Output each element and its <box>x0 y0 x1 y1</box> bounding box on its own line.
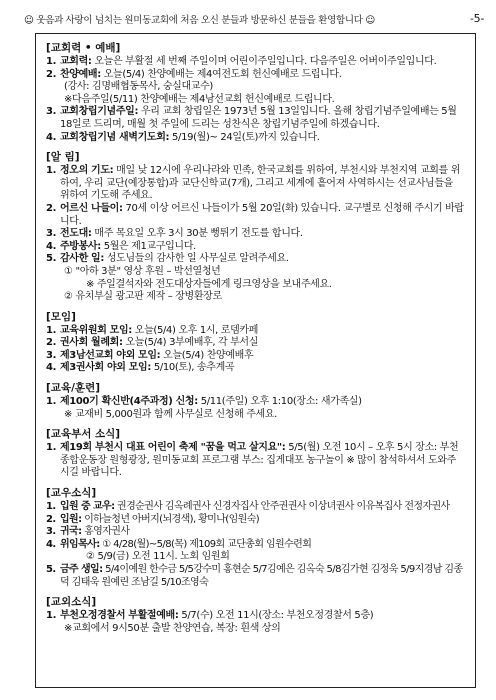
item-number: 1. <box>46 324 57 336</box>
section-title: [모임] <box>46 310 76 323</box>
item-note: ※다음주일(5/11) 찬양예배는 제4남선교회 헌신예배로 드립니다. <box>64 93 335 105</box>
section <box>46 151 465 304</box>
page-number: -5- <box>469 12 484 25</box>
section-title: [교외소식] <box>46 596 97 609</box>
list-item <box>46 253 465 266</box>
item-heading: 교회창립기념 새벽기도회: <box>60 131 170 143</box>
list-item <box>46 337 465 350</box>
list-item <box>46 106 465 131</box>
item-number: 2. <box>46 337 57 349</box>
item-number: 3. <box>46 349 57 361</box>
item-heading: 전도대: <box>60 228 92 240</box>
item-number: 2. <box>46 513 56 525</box>
list-item <box>46 362 465 375</box>
item-number: 2. <box>46 68 57 80</box>
list-item <box>46 501 465 514</box>
item-heading: 제100기 확신반(4주과정) 신청: <box>60 396 198 408</box>
list-item <box>46 132 465 145</box>
item-text: 5/11(주일) 오후 1:10(장소: 새가족실) <box>197 396 362 408</box>
page-header <box>24 12 484 26</box>
item-number: 4. <box>46 362 57 374</box>
item-number: 3. <box>46 228 57 240</box>
list-item <box>46 564 465 589</box>
item-text: 홍영자권사 <box>81 526 130 538</box>
item-number: 4. <box>46 131 57 143</box>
item-note: ① "아하 3분" 영상 후원 – 박선열청년 <box>64 265 221 277</box>
item-note: ※ 주일결석자와 전도대상자들에게 링크영상을 보내주세요. <box>86 278 332 290</box>
item-number: 1. <box>46 610 57 622</box>
item-heading: 감사한 일: <box>60 253 105 265</box>
item-note: ② 5/9(금) 오전 11시. 노회 임원회 <box>86 551 230 563</box>
section <box>46 311 465 375</box>
item-text: 오늘(5/4) 오후 1시, 로뎀카페 <box>131 324 259 336</box>
item-number: 3. <box>46 106 57 118</box>
item-text: 매주 목요일 오후 3시 30분 뻥튀기 전도를 합니다. <box>91 228 303 240</box>
item-text: 권경순권사 김옥례권사 신경자집사 안주권권사 이상녀권사 이유복집사 전정자권사 <box>114 501 450 513</box>
list-item <box>46 228 465 241</box>
section <box>46 382 465 421</box>
item-heading: 어르신 나들이: <box>60 202 123 214</box>
item-heading: 제3남선교회 야외 모임: <box>60 349 161 361</box>
item-heading: 입원 중 교우: <box>60 501 115 513</box>
item-text: 5월은 제1교구입니다. <box>100 240 196 252</box>
item-heading: 금주 생일: <box>60 564 103 575</box>
item-note: ※ 교재비 5,000원과 함께 사무실로 신청해 주세요. <box>64 408 277 420</box>
announcements-box <box>35 33 476 688</box>
item-text: 우리 교회 창립일은 1973년 5월 13일입니다. 올해 창립기념주일예배는 5월 18일로 드리며, 매월 첫 주일에 드리는 성찬식은 창립기념주일에 하겠습니다. <box>60 106 457 130</box>
item-number: 3. <box>46 526 56 538</box>
section <box>46 596 465 635</box>
item-text: 5/19(월)~ 24일(토)까지 있습니다. <box>169 131 320 143</box>
list-item <box>46 526 465 539</box>
section-title: [교회력 • 예배] <box>46 42 121 54</box>
item-heading: 제3권사회 야외 모임: <box>60 362 151 374</box>
section <box>46 487 465 589</box>
item-note: ② 유치부실 광고판 제작 – 장병환장로 <box>64 291 222 303</box>
item-text: 오늘(5/4) 찬양예배는 제4여전도회 헌신예배로 드립니다. <box>100 68 342 80</box>
list-item <box>46 396 465 409</box>
item-text: 5/5(월) 오전 10시 – 오후 5시 장소: 부천종합운동장 원형광장, 원미동교회 프로그램 부스: 집게대포 농구놀이 ※ 많이 참석하셔서 도와주시길 바랍니다. <box>60 442 459 479</box>
item-text: 오늘(5/4) 찬양예배후 <box>160 349 254 361</box>
item-number: 1. <box>46 501 56 513</box>
item-heading: 위임목사: <box>60 538 100 550</box>
item-text: ① 4/28(월)~5/8(목) 제109회 교단총회 임원수련회 <box>99 538 312 550</box>
item-text: 성도님들의 감사한 일 사무실로 알려주세요. <box>104 253 289 265</box>
welcome-message: ☺ 웃음과 사랑이 넘치는 원미동교회에 처음 오신 분들과 방문하신 분들을 환영합니다 ☺ <box>24 15 375 26</box>
item-number: 1. <box>46 56 57 67</box>
item-number: 1. <box>46 396 57 408</box>
item-heading: 부천오정경찰서 부활절예배: <box>60 610 179 622</box>
list-item <box>46 165 465 203</box>
item-heading: 입원: <box>60 513 82 525</box>
section-title: [교육부서 소식] <box>46 428 121 441</box>
list-item <box>46 56 465 69</box>
item-heading: 권사회 월례회: <box>60 337 123 349</box>
list-item <box>46 203 465 228</box>
section <box>46 42 465 144</box>
list-item <box>46 241 465 254</box>
item-number: 2. <box>46 202 57 214</box>
item-text: 오늘은 부활절 세 번째 주일이며 어린이주일입니다. 다음주일은 어버이주일입니다. <box>91 56 437 67</box>
item-note: ※교회에서 9시50분 출발 찬양연습, 복장: 흰색 상의 <box>64 622 281 634</box>
item-number: 1. <box>46 442 57 454</box>
list-item <box>46 610 465 623</box>
item-text: 5/10(토), 송추계곡 <box>151 362 235 374</box>
list-item <box>46 539 465 552</box>
item-number: 5. <box>46 253 57 265</box>
list-item <box>46 325 465 338</box>
item-number: 5. <box>46 564 56 575</box>
section-title: [알 림] <box>46 151 80 164</box>
item-number: 4. <box>46 240 57 252</box>
item-heading: 교회창립기념주일: <box>60 106 139 118</box>
item-text: 이하늘청년 아버지(뇌경색), 황미나(임원숙) <box>81 513 260 525</box>
item-note: (강사: 김명배협동목사, 숭실대교수) <box>64 81 213 93</box>
item-heading: 교회력: <box>60 56 92 67</box>
item-heading: 제19회 부천시 대표 어린이 축제 "꿈을 먹고 살지요": <box>60 442 286 454</box>
section-title: [교육/훈련] <box>46 382 101 395</box>
item-heading: 교육위원회 모임: <box>60 324 132 336</box>
item-text: 오늘(5/4) 3부예배후, 각 부서실 <box>122 337 259 349</box>
item-text: 매일 낮 12시에 우리나라와 민족, 한국교회를 위하여, 부천시와 부천지역 교회를 위하여, 우리 교단(예장통합)과 교단신학교(7개), 그리고 세계에 흩어져 사역하시는 선교사님들을 위하여 기도해 주세요. <box>60 165 461 202</box>
item-text: 5/7(수) 오전 11시(장소: 부천오정경찰서 5층) <box>178 610 374 622</box>
section <box>46 428 465 480</box>
list-item <box>46 350 465 363</box>
list-item <box>46 514 465 527</box>
item-text: 70세 이상 어르신 나들이가 5월 20일(화) 있습니다. 교구별로 신청해 주시기 바랍니다. <box>60 202 464 227</box>
item-number: 4. <box>46 538 56 550</box>
section-title: [교우소식] <box>46 487 97 500</box>
list-item <box>46 69 465 82</box>
item-heading: 귀국: <box>60 526 82 538</box>
list-item <box>46 442 465 480</box>
item-number: 1. <box>46 165 57 177</box>
item-heading: 정오의 기도: <box>60 165 114 177</box>
item-heading: 찬양예배: <box>60 68 101 80</box>
item-text: 5/4이예원 한수금 5/5강수미 홍현순 5/7김예은 김옥숙 5/8김가현 김정욱 5/9지경남 김종덕 김태욱 원예린 조남길 5/10조영숙 <box>60 564 463 588</box>
item-heading: 주방봉사: <box>60 240 101 252</box>
